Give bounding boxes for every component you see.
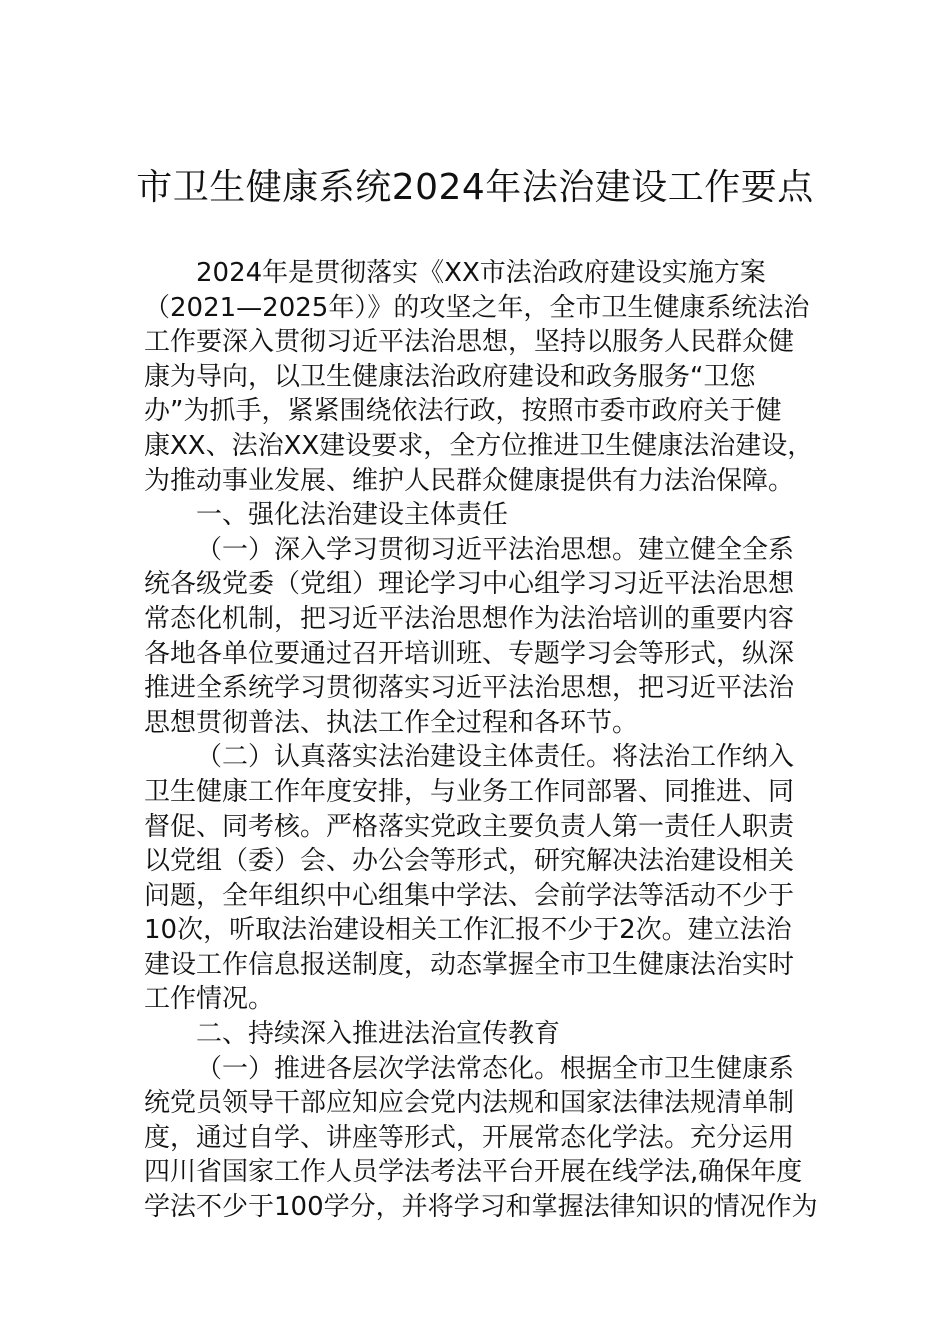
paragraph-line: 工作情况。 (144, 984, 275, 1015)
paragraph-line: 度，通过自学、讲座等形式，开展常态化学法。充分运用 (144, 1122, 795, 1153)
paragraph-line: 学法不少于100学分，并将学习和掌握法律知识的情况作为 (144, 1192, 818, 1223)
paragraph-line: 督促、同考核。严格落实党政主要负责人第一责任人职责 (144, 811, 795, 842)
section-heading: 一、强化法治建设主体责任 (196, 500, 509, 531)
paragraph-line: 统各级党委（党组）理论学习中心组学习习近平法治思想 (144, 569, 795, 600)
paragraph-line: 问题，全年组织中心组集中学法、会前学法等活动不少于 (144, 880, 795, 911)
paragraph-line: 办”为抓手，紧紧围绕依法行政，按照市委市政府关于健 (144, 396, 782, 427)
paragraph-line: 工作要深入贯彻习近平法治思想，坚持以服务人民群众健 (144, 327, 795, 358)
paragraph-line: 推进全系统学习贯彻落实习近平法治思想，把习近平法治 (144, 673, 795, 704)
paragraph-line: （一）推进各层次学法常态化。根据全市卫生健康系 (196, 1053, 795, 1084)
paragraph-line: 以党组（委）会、办公会等形式，研究解决法治建设相关 (144, 846, 795, 877)
paragraph-line: 常态化机制，把习近平法治思想作为法治培训的重要内容 (144, 603, 795, 634)
paragraph-line: （二）认真落实法治建设主体责任。将法治工作纳入 (196, 742, 795, 773)
paragraph-line: 康XX、法治XX建设要求，全方位推进卫生健康法治建设， (144, 430, 814, 461)
paragraph-line: 2024年是贯彻落实《XX市法治政府建设实施方案 (196, 258, 766, 288)
paragraph-line: 各地各单位要通过召开培训班、专题学习会等形式，纵深 (144, 638, 795, 669)
paragraph-line: 康为导向，以卫生健康法治政府建设和政务服务“卫您 (144, 361, 756, 392)
paragraph-line: 为推动事业发展、维护人民群众健康提供有力法治保障。 (144, 465, 795, 496)
document-title: 市卫生健康系统2024年法治建设工作要点 (136, 167, 814, 208)
paragraph-line: （一）深入学习贯彻习近平法治思想。建立健全全系 (196, 534, 795, 565)
paragraph-line: （2021—2025年）》的攻坚之年，全市卫生健康系统法治 (144, 292, 810, 323)
section-heading: 二、持续深入推进法治宣传教育 (196, 1019, 561, 1050)
paragraph-line: 统党员领导干部应知应会党内法规和国家法律法规清单制 (144, 1088, 795, 1119)
paragraph-line: 10次，听取法治建设相关工作汇报不少于2次。建立法治 (144, 915, 792, 946)
paragraph-line: 建设工作信息报送制度，动态掌握全市卫生健康法治实时 (144, 949, 795, 980)
document-body (144, 256, 824, 1225)
paragraph-line: 卫生健康工作年度安排，与业务工作同部署、同推进、同 (144, 776, 795, 807)
paragraph-line: 四川省国家工作人员学法考法平台开展在线学法,确保年度 (144, 1157, 803, 1188)
paragraph-line: 思想贯彻普法、执法工作全过程和各环节。 (144, 707, 639, 738)
